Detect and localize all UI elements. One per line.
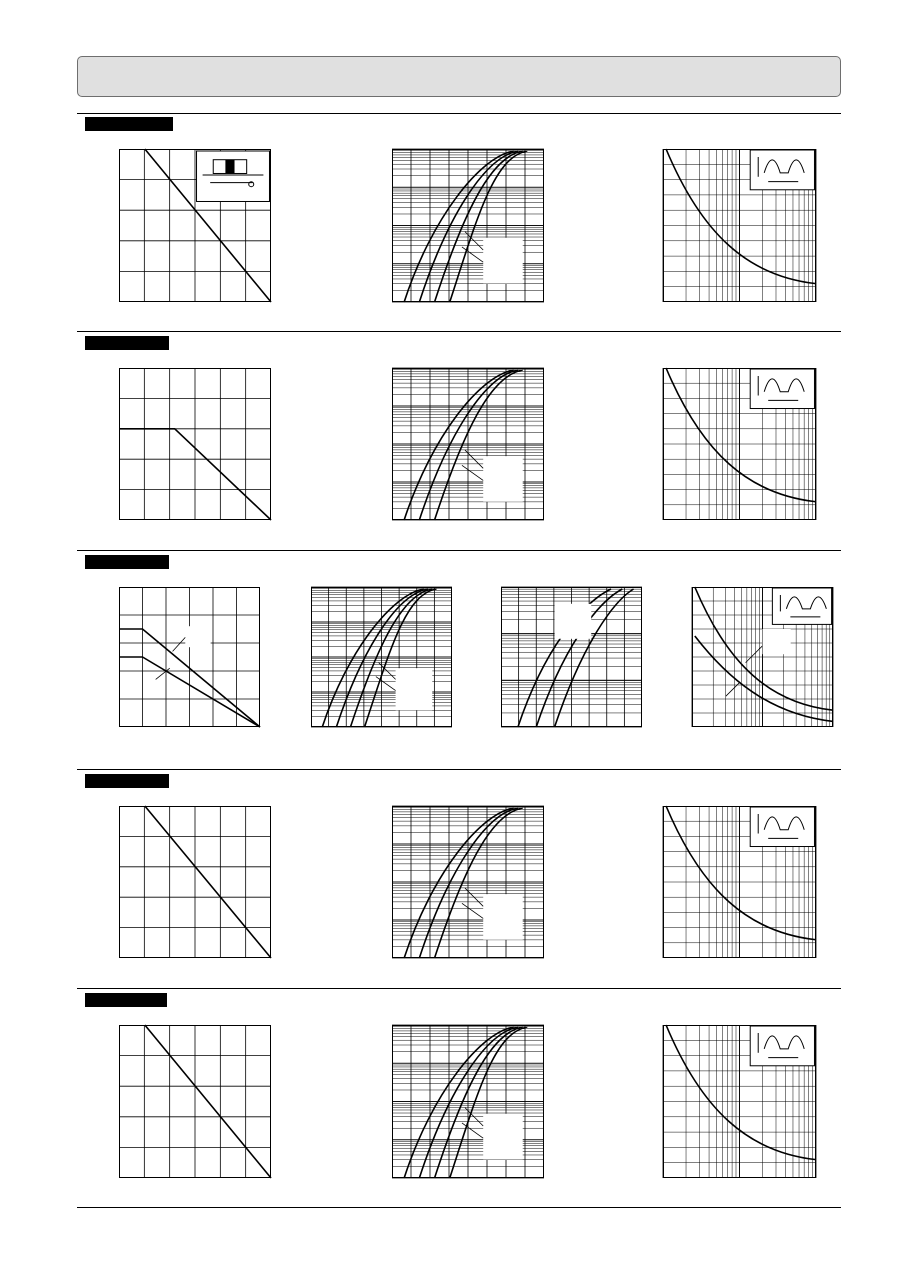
section-2-chart-3 <box>663 368 816 520</box>
surge-waveform-inset <box>750 807 814 847</box>
section-tag <box>85 555 169 569</box>
page-footer-rule <box>77 1207 841 1208</box>
section-divider <box>77 769 841 770</box>
legend-box <box>483 238 523 284</box>
surge-waveform-inset <box>750 150 814 190</box>
leader-line <box>462 465 483 480</box>
inset-box <box>750 369 814 409</box>
section-divider <box>77 550 841 551</box>
legend-box <box>396 668 433 710</box>
page-header-box <box>77 56 841 97</box>
section-tag <box>85 117 173 131</box>
curve-label-box <box>555 604 592 639</box>
inset-box <box>750 1026 814 1066</box>
inset-box <box>772 588 831 624</box>
surge-waveform-inset <box>772 588 831 624</box>
derating-curve <box>145 1025 271 1178</box>
section-5-chart-3 <box>663 1025 816 1178</box>
curve-label-box <box>763 629 791 654</box>
section-2-chart-2 <box>392 368 544 520</box>
section-5-chart-1 <box>119 1025 271 1178</box>
section-4-chart-3 <box>663 806 816 958</box>
curve-label-box <box>185 626 210 647</box>
legend-box <box>483 1114 523 1160</box>
section-tag <box>85 993 167 1007</box>
section-tag <box>85 774 169 788</box>
section-3-chart-2 <box>311 587 452 727</box>
section-4-chart-2 <box>392 806 544 958</box>
leader-line <box>462 903 483 918</box>
inset-box <box>750 150 814 190</box>
leader-line <box>726 682 740 696</box>
section-divider <box>77 113 841 114</box>
inset-box <box>750 807 814 847</box>
section-2-chart-1 <box>119 368 271 520</box>
inset-box <box>197 151 270 201</box>
legend-box <box>483 456 523 502</box>
section-1-chart-2 <box>392 149 544 302</box>
section-divider <box>77 331 841 332</box>
mounting-diagram-inset <box>197 151 270 201</box>
section-1-chart-3 <box>663 149 816 302</box>
section-1-chart-1 <box>119 149 271 302</box>
section-3-chart-1 <box>119 587 260 727</box>
section-4-chart-1 <box>119 806 271 958</box>
section-5-chart-2 <box>392 1025 544 1178</box>
leader-line <box>746 646 763 663</box>
legend-box <box>483 894 523 940</box>
section-divider <box>77 988 841 989</box>
section-tag <box>85 336 169 350</box>
surge-waveform-inset <box>750 1026 814 1066</box>
section-3-chart-4 <box>692 587 833 727</box>
derating-curve <box>145 806 271 958</box>
surge-waveform-inset <box>750 369 814 409</box>
leader-line <box>173 637 186 651</box>
component-band <box>225 160 234 174</box>
section-3-chart-3 <box>501 587 642 727</box>
